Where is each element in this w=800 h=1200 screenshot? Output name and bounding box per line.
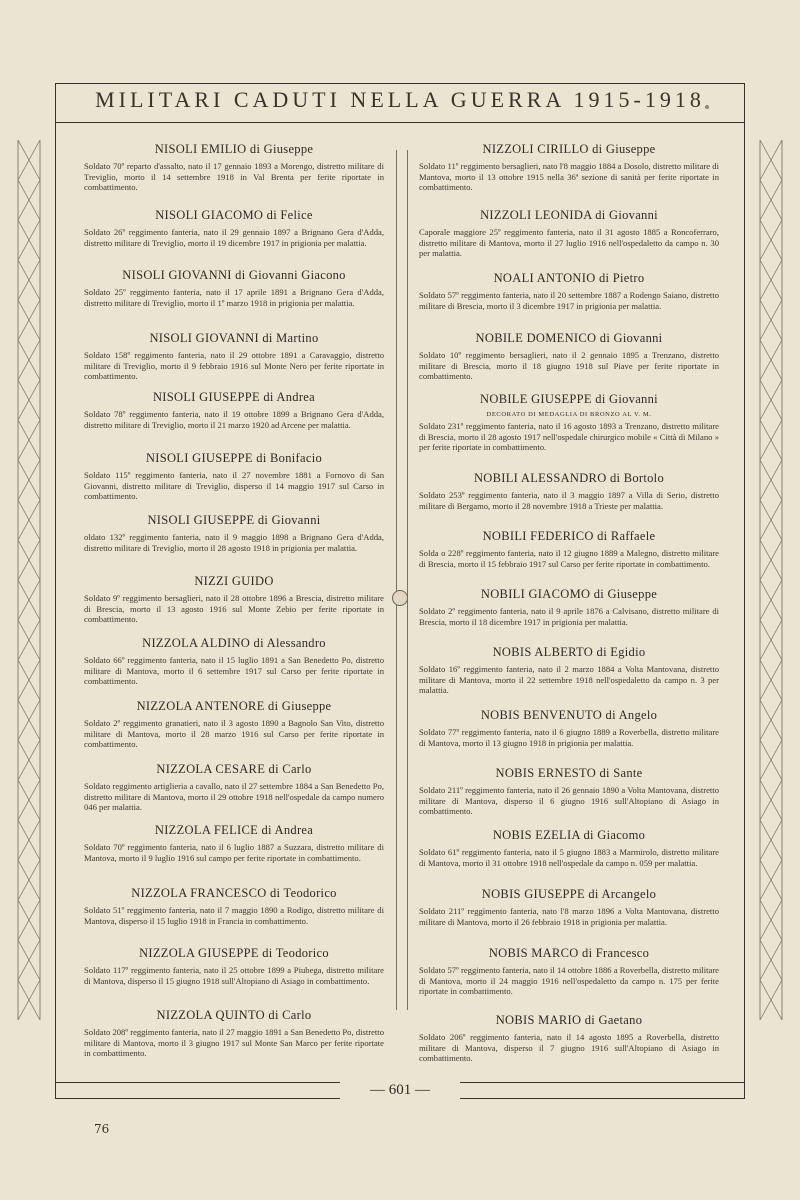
entry-name: NISOLI EMILIO di Giuseppe (154, 142, 314, 156)
entry-text: Soldato 211º reggimento fanteria, nato l'8 marzo 1896 a Volta Mantovana, distretto militare di Mantova, morto il 26 febbraio 1918 in prigionia per malattia. (419, 906, 719, 927)
entry-name: NOALI ANTONIO di Pietro (493, 271, 645, 285)
entry-name: NOBILE DOMENICO di Giovanni (475, 331, 663, 345)
entry (84, 1008, 384, 1059)
entry (84, 946, 384, 986)
entry (84, 762, 384, 813)
entry-name: NIZZOLA CESARE di Carlo (156, 762, 312, 776)
entry-text: Soldato 9º reggimento bersaglieri, nato il 28 ottobre 1896 a Brescia, distretto militare di Brescia, morto il 13 agosto 1916 sul Monte Zebio per ferite riportate in combattimento. (84, 593, 384, 624)
entry-name: NOBILI ALESSANDRO di Bortolo (473, 471, 664, 485)
entry-text: Soldato 26º reggimento fanteria, nato il 29 gennaio 1897 a Brignano Gera d'Adda, distretto militare di Treviglio, morto il 19 dicembre 1917 in prigionia per malattia. (84, 227, 384, 248)
entry-text: Soldato 2º reggimento fanteria, nato il 9 aprile 1876 a Calvisano, distretto militare di Brescia, morto il 18 dicembre 1917 in prigionia per malattia. (419, 606, 719, 627)
entry-name: NIZZOLA FELICE di Andrea (154, 823, 314, 837)
entry (419, 331, 719, 382)
entry (419, 766, 719, 817)
entry-name: NIZZOLA FRANCESCO di Teodorico (131, 886, 337, 900)
entry-text: Solda o 228º reggimento fanteria, nato il 12 giugno 1889 a Malegno, distretto militare di Brescia, morto il 15 febbraio 1917 sul Carso per ferite riportate in combattimento. (419, 548, 719, 569)
entry (419, 1013, 719, 1064)
entry (84, 390, 384, 430)
entry (419, 587, 719, 627)
entry-text: Soldato 61º reggimento fanteria, nato il 5 giugno 1883 a Marmirolo, distretto militare di Mantova, morto il 31 ottobre 1918 nell'ospedale da campo n. 059 per malattia. (419, 847, 719, 868)
entry-name: NISOLI GIOVANNI di Giovanni Giacono (122, 268, 346, 282)
entry-name: NIZZOLI CIRILLO di Giuseppe (482, 142, 656, 156)
sheet-number: 76 (94, 1122, 110, 1136)
entry-text: Soldato 66º reggimento fanteria, nato il 15 luglio 1891 a San Benedetto Po, distretto militare di Mantova, morto il 6 settembre 1917 sul Carso per ferite riportate in combattimento. (84, 655, 384, 686)
entry (419, 392, 719, 453)
entry (419, 887, 719, 927)
entry-text: Soldato 158º reggimento fanteria, nato il 29 ottobre 1891 a Caravaggio, distretto militare di Treviglio, morto il 9 febbraio 1916 sul Monte Nero per ferite riportate in combattimento. (84, 350, 384, 381)
header-ornament-dot (705, 105, 709, 109)
entry (84, 699, 384, 750)
entry-text: Soldato 231º reggimento fanteria, nato il 16 agosto 1893 a Trenzano, distretto militare di Brescia, morto il 28 agosto 1917 nell'ospedale chirurgico mobile « Città di Milano » per ferite riportate in combattimento. (419, 421, 719, 452)
entry-name: NOBILI FEDERICO di Raffaele (482, 529, 656, 543)
entry-text: Soldato 2º reggimento granatieri, nato il 3 agosto 1890 a Bagnolo San Vito, distretto militare di Mantova, morto il 28 marzo 1916 sul Carso per ferite riportate in combattimento. (84, 718, 384, 749)
entry-name: NISOLI GIACOMO di Felice (155, 208, 313, 222)
left-lattice-ornament (14, 140, 44, 1020)
center-medallion-ornament (392, 590, 408, 606)
entry-name: NIZZOLA ANTENORE di Giuseppe (136, 699, 332, 713)
entry-text: Soldato 70º reggimento fanteria, nato il 6 luglio 1887 a Suzzara, distretto militare di Mantova, morto il 9 luglio 1916 sul campo per ferite riportate in combattimento. (84, 842, 384, 863)
entry-text: Soldato 51º reggimento fanteria, nato il 7 maggio 1890 a Rodigo, distretto militare di Mantova, disperso il 15 luglio 1918 in Francia in combattimento. (84, 905, 384, 926)
entry-name: NIZZOLA QUINTO di Carlo (156, 1008, 312, 1022)
entry-text: Soldato 208º reggimento fanteria, nato il 27 maggio 1891 a San Benedetto Po, distretto militare di Mantova, morto il 3 giugno 1917 sul Monte San Marco per ferite riportate in combattimento. (84, 1027, 384, 1058)
entry (419, 271, 719, 311)
entry-text: Soldato 16º reggimento fanteria, nato il 2 marzo 1884 a Volta Mantovana, distretto militare di Mantova, morto il 22 settembre 1918 nell'ospedaletto da campo n. 3 per malattia. (419, 664, 719, 695)
entry (84, 142, 384, 193)
entry-text: Soldato 11º reggimento bersaglieri, nato l'8 maggio 1884 a Dosolo, distretto militare di Mantova, morto il 13 ottobre 1915 nella 36ª sezione di sanità per ferite riportate in combattimento. (419, 161, 719, 192)
entry-name: NOBIS GIUSEPPE di Arcangelo (481, 887, 657, 901)
entry-name: NISOLI GIUSEPPE di Bonifacio (145, 451, 323, 465)
entry (84, 823, 384, 863)
entry-text: Soldato 78º reggimento fanteria, nato il 19 ottobre 1899 a Brignano Gera d'Adda, distretto militare di Treviglio, morto il 21 marzo 1920 ad Arcene per malattia. (84, 409, 384, 430)
entry (419, 645, 719, 696)
entry-name: NIZZOLA GIUSEPPE di Teodorico (139, 946, 329, 960)
entry-text: oldato 132º reggimento fanteria, nato il 9 maggio 1898 a Brignano Gera d'Adda, distretto militare di Treviglio, morto il 28 agosto 1918 in prigionia per malattia. (84, 532, 384, 553)
page-number: — 601 — (340, 1082, 460, 1102)
entry-name: NISOLI GIUSEPPE di Giovanni (147, 513, 321, 527)
entry (419, 208, 719, 259)
decoration-note: DECORATO DI MEDAGLIA DI BRONZO AL V. M. (486, 411, 652, 418)
entry (84, 636, 384, 687)
entry (84, 268, 384, 308)
entry-name: NOBIS ERNESTO di Sante (495, 766, 643, 780)
entry-text: Soldato 253º reggimento fanteria, nato il 3 maggio 1897 a Villa di Serio, distretto militare di Bergamo, morto il 28 novembre 1918 a Trieste per malattia. (419, 490, 719, 511)
entry-text: Soldato 57º reggimento fanteria, nato il 14 ottobre 1886 a Roverbella, distretto militare di Mantova, morto il 24 maggio 1916 nell'ospedaletto da campo n. 175 per ferite riportate in combattimento. (419, 965, 719, 996)
entry (419, 828, 719, 868)
page-header (55, 83, 745, 123)
entry (419, 471, 719, 511)
entry-name: NOBILI GIACOMO di Giuseppe (480, 587, 658, 601)
entry-name: NOBIS ALBERTO di Egidio (492, 645, 646, 659)
page-title: MILITARI CADUTI NELLA GUERRA 1915-1918 (95, 86, 705, 112)
entry (84, 208, 384, 248)
entry-text: Soldato 57º reggimento fanteria, nato il 20 settembre 1887 a Rodengo Saiano, distretto militare di Brescia, morto il 3 dicembre 1917 in prigionia per malattia. (419, 290, 719, 311)
entry-text: Caporale maggiore 25º reggimento fanteria, nato il 31 agosto 1885 a Roncoferraro, distretto militare di Mantova, morto il 27 luglio 1916 nell'ospedaletto da campo n. 30 per malattia. (419, 227, 719, 258)
entry-name: NISOLI GIOVANNI di Martino (149, 331, 319, 345)
center-torch-pillar (396, 150, 408, 1010)
entry-name: NISOLI GIUSEPPE di Andrea (152, 390, 315, 404)
entry-text: Soldato 115º reggimento fanteria, nato il 27 novembre 1881 a Fornovo di San Giovanni, distretto militare di Treviglio, disperso il 14 maggio 1917 sul Carso in combattimento. (84, 470, 384, 501)
right-lattice-ornament (756, 140, 786, 1020)
entry-text: Soldato 206º reggimento fanteria, nato il 14 agosto 1895 a Roverbella, distretto militare di Mantova, disperso il 7 giugno 1916 sull'Altopiano di Asiago in combattimento. (419, 1032, 719, 1063)
entry-name: NIZZI GUIDO (194, 574, 274, 588)
entry-name: NOBIS BENVENUTO di Angelo (480, 708, 658, 722)
entry-text: Soldato 211º reggimento fanteria, nato il 26 gennaio 1890 a Volta Mantovana, distretto militare di Mantova, disperso il 6 giugno 1916 sull'Altopiano di Asiago in combattimento. (419, 785, 719, 816)
entry (419, 529, 719, 569)
entry-text: Soldato 25º reggimento fanteria, nato il 17 aprile 1891 a Brignano Gera d'Adda, distretto militare di Treviglio, morto il 1º marzo 1918 in prigionia per malattia. (84, 287, 384, 308)
entry (84, 331, 384, 382)
entry-name: NOBIS EZELIA di Giacomo (492, 828, 646, 842)
entry-name: NOBIS MARIO di Gaetano (495, 1013, 643, 1027)
entry (84, 886, 384, 926)
entry-text: Soldato 70º reparto d'assalto, nato il 17 gennaio 1893 a Morengo, distretto militare di Treviglio, morto il 14 settembre 1918 in Val Brenta per ferite riportate in combattimento. (84, 161, 384, 192)
entry-name: NOBILE GIUSEPPE di Giovanni (480, 392, 658, 406)
entry (419, 708, 719, 748)
entry-text: Soldato 10º reggimento bersaglieri, nato il 2 gennaio 1895 a Trenzano, distretto militare di Brescia, morto il 18 giugno 1918 sul Piave per ferite riportate in combattimento. (419, 350, 719, 381)
entry-name: NIZZOLA ALDINO di Alessandro (142, 636, 326, 650)
entry-name: NOBIS MARCO di Francesco (488, 946, 650, 960)
entry (419, 142, 719, 193)
entry (84, 513, 384, 553)
entry-text: Soldato 117º reggimento fanteria, nato il 25 ottobre 1899 a Piubega, distretto militare di Mantova, disperso il 15 giugno 1918 sull'Altopiano di Asiago in combattimento. (84, 965, 384, 986)
entry (84, 574, 384, 625)
entry-name: NIZZOLI LEONIDA di Giovanni (480, 208, 658, 222)
entry (84, 451, 384, 502)
entry (419, 946, 719, 997)
entry-text: Soldato reggimento artiglieria a cavallo, nato il 27 settembre 1884 a San Benedetto Po, distretto militare di Mantova, morto il 29 ottobre 1918 nell'ospedale da campo numero 046 per malattia. (84, 781, 384, 812)
entry-text: Soldato 77º reggimento fanteria, nato il 6 giugno 1889 a Roverbella, distretto militare di Mantova, morto il 13 giugno 1918 in prigionia per malattia. (419, 727, 719, 748)
